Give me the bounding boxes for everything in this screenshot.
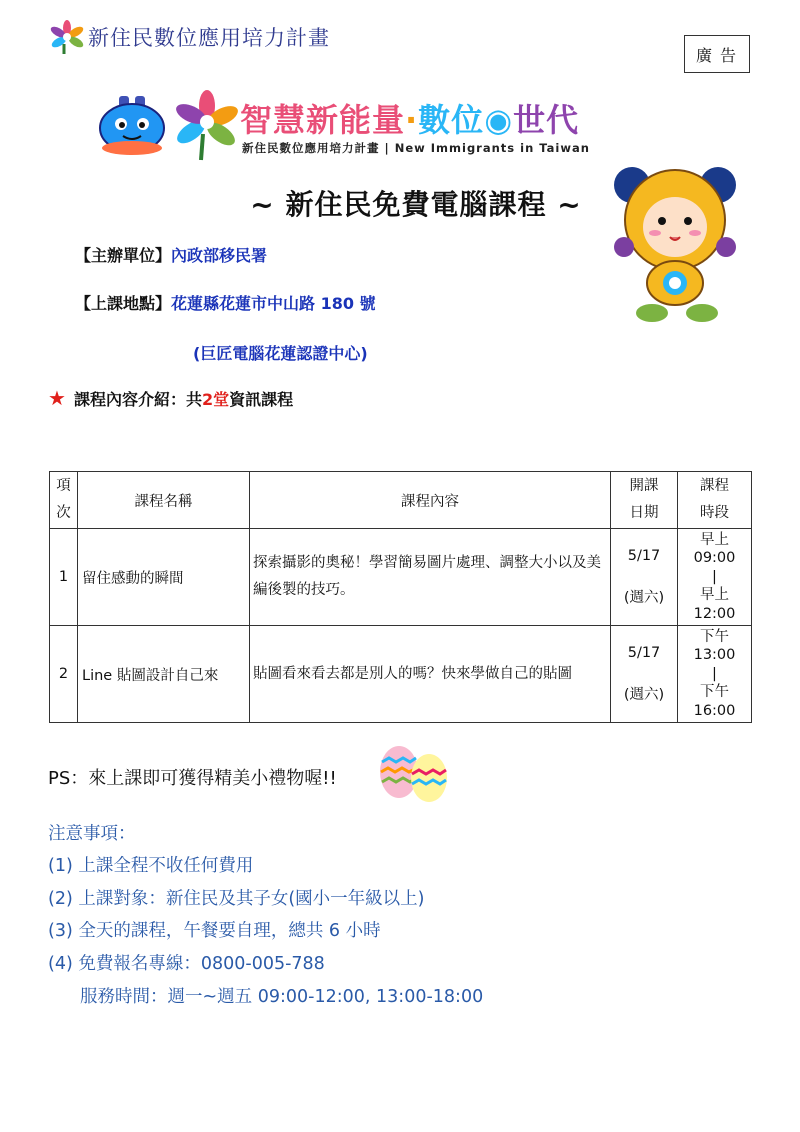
- row-course-name: 留住感動的瞬間: [78, 529, 250, 626]
- organizer-line: [75, 243, 267, 266]
- table-header-row: [50, 472, 752, 529]
- banner-title-dot: ·: [405, 101, 419, 139]
- banner-title: [240, 95, 579, 141]
- star-icon: ★: [48, 386, 66, 410]
- row-time: 早上 09:00 | 早上 12:00: [678, 529, 752, 626]
- easter-eggs-icon: [375, 740, 453, 806]
- mascot-character-icon: [610, 165, 740, 325]
- location-detail: [193, 341, 368, 364]
- organizer-label: 【主辦單位】: [75, 246, 172, 265]
- banner-title-part1: 智慧新能量: [240, 101, 406, 139]
- intro-count: 2堂: [201, 390, 230, 409]
- service-hours: 服務時間：週一~週五 09:00-12:00, 13:00-18:00: [80, 987, 484, 1007]
- note-item: (1) 上課全程不收任何費用: [48, 856, 254, 876]
- row-course-content: 貼圖看來看去都是別人的嗎？快來學做自己的貼圖: [250, 626, 611, 723]
- intro-suffix: 資訊課程: [229, 390, 294, 409]
- row-time: 下午 13:00 | 下午 16:00: [678, 626, 752, 723]
- row-date: 5/17 (週六): [611, 529, 678, 626]
- row-no: 1: [50, 529, 78, 626]
- banner-title-part3: 世代: [513, 101, 580, 139]
- banner-subtitle: 新住民數位應用培力計畫 | New Immigrants in Taiwan: [242, 141, 590, 155]
- location-label: 【上課地點】: [75, 294, 172, 313]
- location-detail-text: (巨匠電腦花蓮認證中心): [193, 344, 368, 363]
- note-item: (4) 免費報名專線：0800-005-788: [48, 954, 325, 974]
- banner-flower-icon: [173, 90, 241, 160]
- location-line: [75, 291, 376, 314]
- header-content: 課程內容: [250, 472, 611, 529]
- location-value: 花蓮縣花蓮市中山路 180 號: [171, 294, 376, 313]
- table-row: [50, 626, 752, 723]
- intro-prefix: 課程內容介紹：共: [73, 390, 202, 409]
- table-row: [50, 529, 752, 626]
- header-time: 課程 時段: [678, 472, 752, 529]
- header-date: 開課 日期: [611, 472, 678, 529]
- organizer-value: 內政部移民署: [171, 246, 268, 265]
- row-date: 5/17 (週六): [611, 626, 678, 723]
- row-course-content: 探索攝影的奧秘！學習簡易圖片處理、調整大小以及美編後製的技巧。: [250, 529, 611, 626]
- robot-mascot-icon: [100, 96, 164, 155]
- flower-logo-icon: [50, 20, 84, 54]
- banner-title-part2: 數位: [418, 101, 485, 139]
- page-title: ~ 新住民免費電腦課程 ~: [250, 188, 582, 221]
- ad-badge: 廣告: [684, 35, 750, 73]
- note-item: (2) 上課對象：新住民及其子女(國小一年級以上): [48, 889, 425, 909]
- note-item: (3) 全天的課程，午餐要自理，總共 6 小時: [48, 921, 381, 941]
- header-no: 項 次: [50, 472, 78, 529]
- swirl-icon: ◉: [484, 101, 514, 139]
- row-course-name: Line 貼圖設計自己來: [78, 626, 250, 723]
- header-name: 課程名稱: [78, 472, 250, 529]
- program-logo: [50, 20, 330, 54]
- row-no: 2: [50, 626, 78, 723]
- course-table: [49, 471, 752, 723]
- notes-title: 注意事項：: [48, 824, 136, 844]
- ps-note: PS：來上課即可獲得精美小禮物喔!!: [48, 768, 337, 789]
- course-intro: [48, 386, 293, 410]
- program-name: 新住民數位應用培力計畫: [88, 26, 330, 50]
